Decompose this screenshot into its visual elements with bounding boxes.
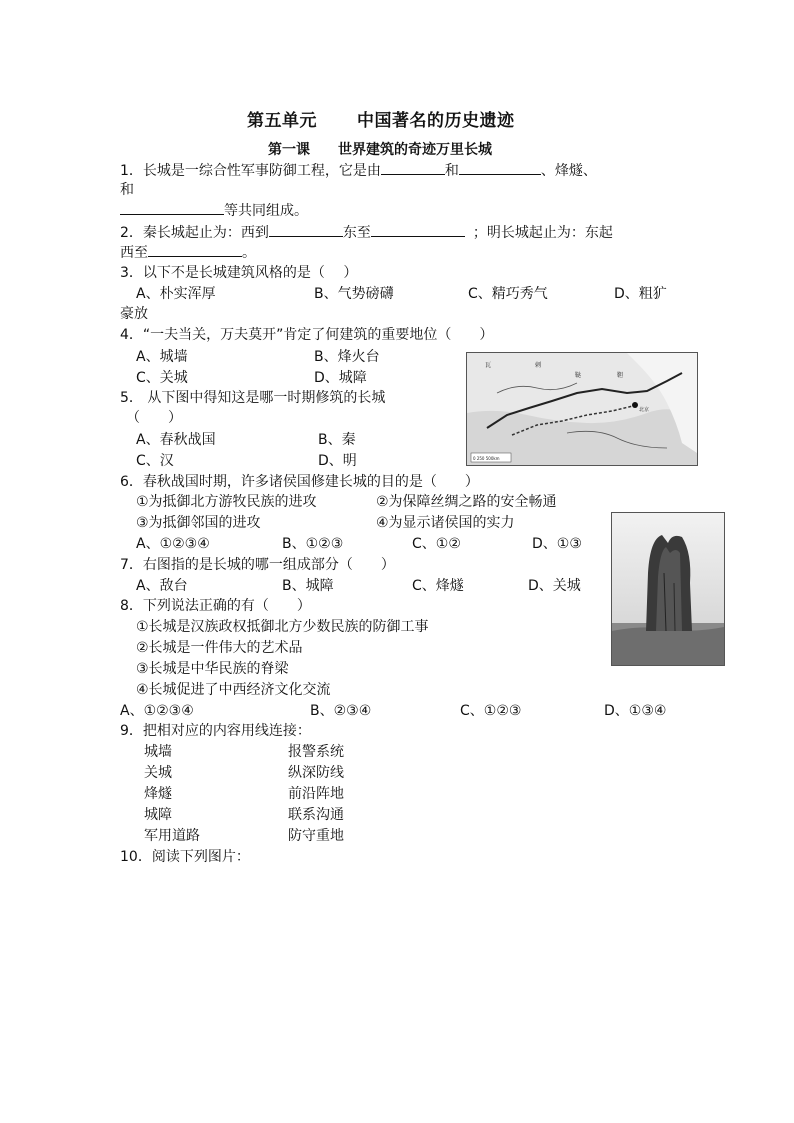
- q2-text-a: 2．秦长城起止为：西到: [120, 225, 269, 241]
- q5-answer-paren: （ ）: [126, 410, 182, 426]
- q7-option-a[interactable]: A、敌台: [136, 578, 188, 594]
- q6-statement-2: ②为保障丝绸之路的安全畅通: [376, 494, 557, 510]
- q3-option-d-continued: 豪放: [120, 306, 148, 322]
- q8-statement-4: ④长城促进了中西经济文化交流: [136, 682, 331, 698]
- q7-option-d[interactable]: D、关城: [528, 578, 581, 594]
- match-left-1[interactable]: 城墙: [144, 744, 172, 760]
- q3-option-a[interactable]: A、朴实浑厚: [136, 286, 216, 302]
- q1-text-c: 、烽燧、: [540, 163, 597, 179]
- q8-option-a[interactable]: A、①②③④: [120, 703, 194, 719]
- map-label-5: 北京: [639, 407, 650, 413]
- beacon-tower-photo: [611, 512, 725, 666]
- q5-option-d[interactable]: D、明: [318, 453, 357, 469]
- q4-option-d[interactable]: D、城障: [314, 370, 367, 386]
- q6-option-c[interactable]: C、①②: [412, 536, 461, 552]
- match-right-3[interactable]: 前沿阵地: [288, 786, 344, 802]
- question-4-stem: 4．“一夫当关，万夫莫开”肯定了何建筑的重要地位（ ）: [120, 327, 494, 343]
- q1-text-e: 等共同组成。: [224, 203, 308, 219]
- q6-statement-3: ③为抵御邻国的进攻: [136, 515, 261, 531]
- q2-text-d: 西至: [120, 245, 148, 261]
- q7-option-b[interactable]: B、城障: [282, 578, 334, 594]
- question-1-line-1: [120, 160, 597, 181]
- q8-statement-3: ③长城是中华民族的脊梁: [136, 661, 289, 677]
- map-label-3: 鞑: [575, 372, 582, 379]
- map-scale: 0 250 500km: [473, 456, 500, 461]
- q5-option-c[interactable]: C、汉: [136, 453, 174, 469]
- match-left-2[interactable]: 关城: [144, 765, 172, 781]
- unit-heading: [247, 106, 515, 131]
- q8-statement-2: ②长城是一件伟大的艺术品: [136, 640, 303, 656]
- lesson-number: 第一课: [268, 142, 310, 158]
- q2-text-b: 东至: [342, 225, 371, 241]
- q8-option-c[interactable]: C、①②③: [460, 703, 522, 719]
- question-6-stem: 6．春秋战国时期，许多诸侯国修建长城的目的是（ ）: [120, 474, 479, 490]
- map-label-4: 靼: [617, 372, 624, 379]
- q7-option-c[interactable]: C、烽燧: [412, 578, 464, 594]
- q8-option-b[interactable]: B、②③④: [310, 703, 372, 719]
- map-label-2: 刺: [535, 362, 542, 369]
- q4-option-b[interactable]: B、烽火台: [314, 349, 380, 365]
- q8-option-d[interactable]: D、①③④: [604, 703, 667, 719]
- q6-statement-1: ①为抵御北方游牧民族的进攻: [136, 494, 317, 510]
- q4-option-a[interactable]: A、城墙: [136, 349, 188, 365]
- question-8-stem: 8．下列说法正确的有（ ）: [120, 598, 311, 614]
- q6-option-d[interactable]: D、①③: [532, 536, 582, 552]
- q1-blank-1[interactable]: [381, 160, 445, 175]
- map-label-1: 瓦: [485, 362, 492, 369]
- q6-option-b[interactable]: B、①②③: [282, 536, 344, 552]
- lesson-heading: [268, 139, 492, 159]
- match-right-1[interactable]: 报警系统: [288, 744, 344, 760]
- question-1-line-2: [120, 180, 134, 200]
- map-illustration: [467, 353, 697, 465]
- question-2-line-2: [120, 242, 256, 263]
- q3-option-d[interactable]: D、粗犷: [614, 286, 667, 302]
- match-right-2[interactable]: 纵深防线: [288, 765, 344, 781]
- q8-statement-1: ①长城是汉族政权抵御北方少数民族的防御工事: [136, 619, 429, 635]
- q3-option-c[interactable]: C、精巧秀气: [468, 286, 548, 302]
- question-7-stem: 7．右图指的是长城的哪一组成部分（ ）: [120, 557, 395, 573]
- q2-text-e: 。: [242, 245, 256, 261]
- q1-blank-2[interactable]: [459, 160, 541, 175]
- question-10-stem: 10．阅读下列图片：: [120, 849, 250, 865]
- lesson-title: 世界建筑的奇迹万里长城: [338, 142, 492, 158]
- question-1-line-3: [120, 200, 308, 221]
- q1-text-b: 和: [444, 163, 459, 179]
- q2-blank-2[interactable]: [371, 222, 465, 237]
- match-right-5[interactable]: 防守重地: [288, 828, 344, 844]
- q1-text-d: 和: [120, 182, 134, 198]
- match-left-4[interactable]: 城障: [144, 807, 172, 823]
- q2-blank-3[interactable]: [148, 242, 242, 257]
- q5-option-b[interactable]: B、秦: [318, 432, 356, 448]
- q6-statement-4: ④为显示诸侯国的实力: [376, 515, 515, 531]
- q5-option-a[interactable]: A、春秋战国: [136, 432, 216, 448]
- q1-blank-3[interactable]: [120, 200, 224, 215]
- beacon-tower-illustration: [612, 513, 724, 665]
- q3-option-b[interactable]: B、气势磅礴: [314, 286, 394, 302]
- q1-text-a: 1．长城是一综合性军事防御工程，它是由: [120, 163, 381, 179]
- match-left-3[interactable]: 烽燧: [144, 786, 172, 802]
- q2-text-c: ；明长城起止为：东起: [472, 225, 613, 241]
- match-right-4[interactable]: 联系沟通: [288, 807, 344, 823]
- q4-option-c[interactable]: C、关城: [136, 370, 188, 386]
- question-9-stem: 9．把相对应的内容用线连接：: [120, 723, 311, 739]
- question-3-stem: 3．以下不是长城建筑风格的是（ ）: [120, 265, 358, 281]
- match-left-5[interactable]: 军用道路: [144, 828, 200, 844]
- q6-option-a[interactable]: A、①②③④: [136, 536, 210, 552]
- question-2-line-1: [120, 222, 613, 243]
- question-5-stem: 5． 从下图中得知这是哪一时期修筑的长城: [120, 390, 386, 406]
- unit-number: 第五单元: [247, 111, 317, 131]
- q2-blank-1[interactable]: [269, 222, 343, 237]
- unit-title: 中国著名的历史遗迹: [357, 111, 515, 131]
- great-wall-map-image: [466, 352, 698, 466]
